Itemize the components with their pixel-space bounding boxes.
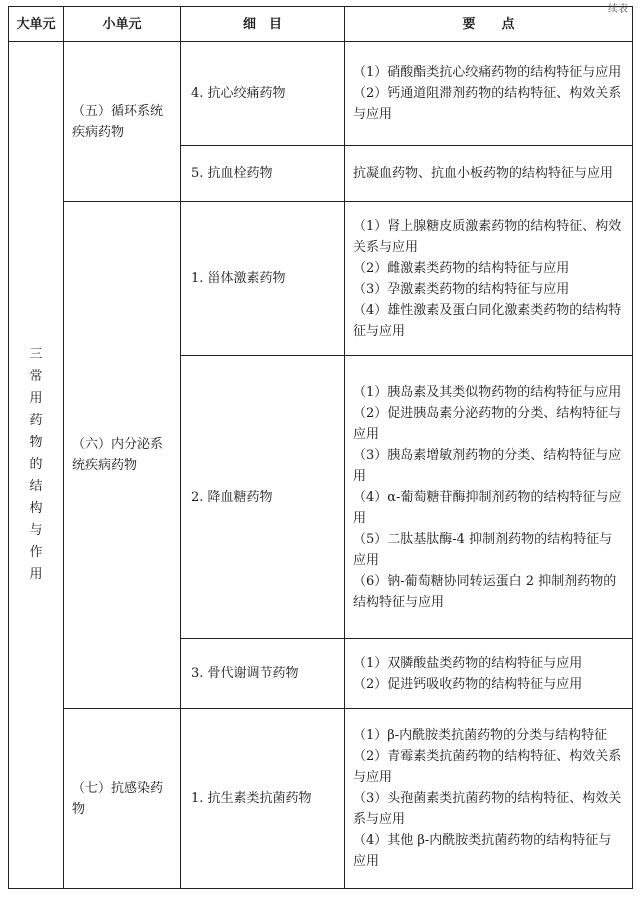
continued-label: 续表 [608,4,628,15]
point-item: （5）二肽基肽酶-4 抑制剂药物的结构特征与应用 [353,531,613,568]
header-row [9,7,633,42]
point-item: （1）肾上腺糖皮质激素药物的结构特征、构效关系与应用 [353,218,622,255]
point-item: （3）孕激素类药物的结构特征与应用 [353,281,570,297]
point-item: （4）α-葡萄糖苷酶抑制剂药物的结构特征与应用 [353,489,622,526]
points-cell [345,42,633,146]
subunit-cell: （七）抗感染药物 [64,709,181,889]
point-item: （2）促进胰岛素分泌药物的分类、结构特征与应用 [353,405,622,442]
detail-cell: 5. 抗血栓药物 [181,146,345,202]
point-item: （1）硝酸酯类抗心绞痛药物的结构特征与应用 [353,65,622,80]
page [8,0,632,910]
detail-cell: 3. 骨代谢调节药物 [181,639,345,709]
unit-title: 三 常用药物的结构与作用 [29,347,56,582]
point-item: （2）促进钙吸收药物的结构特征与应用 [353,676,583,692]
header-detail: 细 目 [181,7,345,42]
points-cell [345,639,633,709]
table-row [9,709,633,889]
subunit-cell: （五）循环系统疾病药物 [64,42,181,202]
detail-cell: 1. 抗生素类抗菌药物 [181,709,345,889]
point-item: （2）青霉素类抗菌药物的结构特征、构效关系与应用 [353,749,622,785]
points-cell [345,202,633,356]
point-item: （2）雌激素类药物的结构特征与应用 [353,260,570,276]
points-cell [345,709,633,889]
point-item: （3）胰岛素增敏剂药物的分类、结构特征与应用 [353,447,622,484]
syllabus-table [8,6,633,889]
detail-cell: 1. 甾体激素药物 [181,202,345,356]
subunit-cell: （六）内分泌系统疾病药物 [64,202,181,709]
point-item: （4）其他 β-内酰胺类抗菌药物的结构特征与应用 [353,833,612,869]
header-points: 要 点 [345,7,633,42]
points-cell [345,146,633,202]
point-item: 抗凝血药物、抗血小板药物的结构特征与应用 [353,166,614,181]
detail-cell: 4. 抗心绞痛药物 [181,42,345,146]
unit-cell [9,42,64,889]
detail-cell: 2. 降血糖药物 [181,356,345,639]
point-item: （6）钠-葡萄糖协同转运蛋白 2 抑制剂药物的结构特征与应用 [353,573,617,610]
table-row [9,42,633,146]
point-item: （2）钙通道阻滞剂药物的结构特征、构效关系与应用 [353,86,622,122]
header-unit: 大单元 [9,7,64,42]
point-item: （1）双膦酸盐类药物的结构特征与应用 [353,655,583,671]
table-row [9,202,633,356]
points-cell [345,356,633,639]
point-item: （4）雄性激素及蛋白同化激素类药物的结构特征与应用 [353,302,622,339]
header-subunit: 小单元 [64,7,181,42]
point-item: （1）β-内酰胺类抗菌药物的分类与结构特征 [353,728,608,743]
point-item: （3）头孢菌素类抗菌药物的结构特征、构效关系与应用 [353,791,622,827]
point-item: （1）胰岛素及其类似物药物的结构特征与应用 [353,384,622,400]
